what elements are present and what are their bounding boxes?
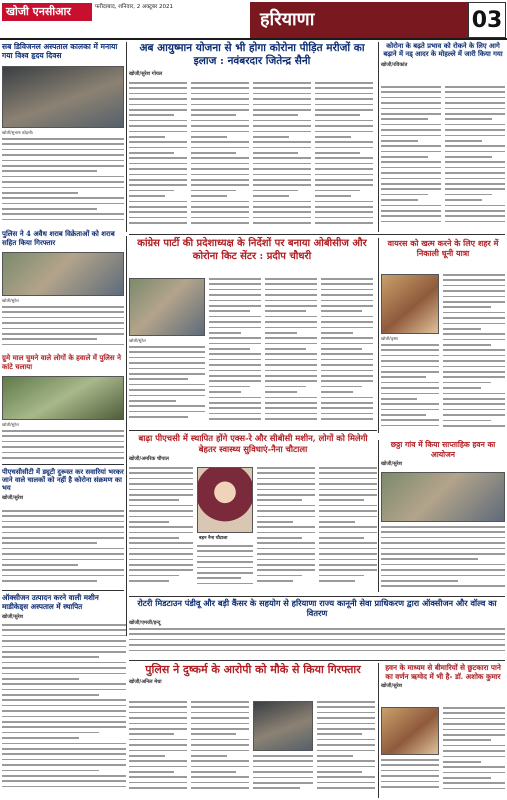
photo-caption: खोजी/सुरेश [129, 338, 146, 343]
story-photo [381, 472, 505, 522]
story-rotary [129, 598, 505, 658]
story-headline: कांग्रेस पार्टी की प्रदेशाध्यक्ष के निर्देशों पर बनाया ओबीसीज और कोरोना किट सेंटर : प्रदीप चौधरी [137, 238, 367, 262]
story-photo [129, 278, 205, 336]
story-havan-doctor [381, 663, 505, 798]
story-headline: सब डिविजनल अस्पताल कालका में मनाया गया विश्व हृदय दिवस [2, 42, 118, 60]
story-photo [253, 701, 313, 751]
story-byline: खोजी/अमरिक चौपाल [129, 456, 169, 462]
story-body-under-photo [253, 755, 313, 796]
story-body-col-1 [129, 82, 187, 230]
story-body-under-photo [381, 344, 439, 434]
story-congress [129, 238, 375, 428]
column-divider [378, 238, 379, 433]
story-body-col-1 [129, 467, 193, 591]
story-body-col-1 [381, 86, 441, 230]
story-body [2, 624, 126, 796]
story-body-col-1 [129, 701, 187, 796]
story-body-col-3 [253, 82, 311, 230]
story-body [2, 306, 124, 348]
story-body-under-photo [197, 545, 253, 591]
story-photo [2, 376, 124, 420]
story-byline: खोजी/सुरेश [381, 683, 403, 689]
story-body [2, 430, 124, 460]
story-headline: हवन के माध्यम से बीमारियों से छुटकारा पाने का वर्णन ऋग्वेद में भी है- डॉ. अशोक कुमार [385, 663, 501, 681]
portrait-photo [197, 467, 253, 533]
page-number: 03 [468, 2, 506, 38]
column-divider [126, 236, 127, 636]
story-corona-mohalla [381, 42, 505, 232]
story-body-under-photo [381, 759, 439, 796]
story-lost-mobiles [2, 354, 124, 462]
issue-date: फरीदाबाद, शनिवार, 2 अक्टूबर 2021 [95, 4, 174, 10]
column-divider [378, 663, 379, 798]
story-havan [381, 440, 505, 594]
story-body-col-3 [257, 467, 315, 591]
story-body-col-2 [443, 707, 505, 796]
story-body [2, 510, 124, 586]
story-headline: अब आयुष्मान योजना से भी होगा कोरोना पीड़ित मरीजों का इलाज : नवंबरदार जितेन्द्र सैनी [139, 42, 365, 67]
column-divider [378, 42, 379, 232]
story-byline: खोजी/अनिल मेधा [129, 678, 162, 685]
story-body-col-4 [319, 467, 377, 591]
story-byline: खोजी/एमजी/इन्दू [129, 620, 161, 627]
story-byline: खोजी/सुरेश [2, 613, 24, 620]
section-divider [2, 464, 124, 465]
story-body-col-2 [445, 86, 505, 230]
story-ayushman [129, 42, 375, 232]
column-divider [126, 42, 127, 232]
section-divider [129, 660, 505, 661]
section-title: हरियाणा [250, 2, 468, 38]
story-body-col-2 [191, 701, 249, 796]
section-divider [129, 596, 505, 597]
story-flood-centres [129, 433, 377, 593]
story-headline: बाढ़ा पीएचसी में स्थापित होंगे एक्स-रे और सीबीसी मशीन, लोगों को मिलेगी बेहतर स्वास्थ्य सुविधाएं-नैना चौटाला [138, 433, 368, 454]
story-rape-arrest [129, 663, 377, 798]
story-byline: खोजी/सुरेश [2, 494, 24, 501]
photo-caption: खोजी/सुभाष कोहली। [2, 130, 34, 135]
story-headline: पुलिस ने दुष्कर्म के आरोपी को मौके से किया गिरफ्तार [145, 663, 361, 676]
story-photo [2, 252, 124, 296]
story-body-col-1 [443, 274, 505, 434]
story-police-duty [2, 468, 124, 588]
story-photo [381, 707, 439, 755]
section-divider [129, 234, 505, 235]
story-body [129, 628, 505, 656]
portrait-caption: बहन नैना चौटाला [199, 536, 228, 541]
story-headline: पीएचसीसीटी में ड्यूटी दुरूस्त कर सवारियां भरकर जाने वाले चालकों को नहीं है कोरोना संक्रमण का भय [2, 468, 124, 493]
story-body [2, 138, 124, 226]
story-oxygen [2, 594, 126, 798]
column-divider [378, 440, 379, 592]
story-virus [381, 238, 505, 438]
story-body-col-1 [209, 278, 261, 426]
story-body-under-photo [129, 346, 205, 426]
section-divider [2, 590, 124, 591]
story-headline: पुलिस ने 4 अवैध शराब विक्रेताओं को शराब सहित किया गिरफ्तार [2, 229, 115, 247]
story-body-col-3 [321, 278, 373, 426]
story-body-col-4 [317, 701, 375, 796]
story-body-col-4 [315, 82, 373, 230]
story-headline: ऑक्सीजन उत्पादन करने वाली मशीन माडीकेड्स अस्पताल में स्थापित [2, 593, 99, 611]
story-byline: खोजी/सुरेश गोयल [129, 71, 163, 77]
story-photo [2, 66, 124, 128]
newspaper-name: खोजी एनसीआर [2, 3, 92, 21]
story-byline: खोजी/सुरेश [381, 461, 403, 467]
photo-caption: खोजी/सुरेश [2, 422, 19, 427]
story-drug-sellers [2, 230, 124, 350]
photo-caption: खोजी/कृष्ण [381, 336, 398, 341]
story-headline: रोटरी मिडटाउन पंडीवू और बड़ी कैंसर के सहयोग से हरियाणा राज्य कानूनी सेवा प्राधिकरण द्वारा ऑक्सीजन और वॉल्व का वितरण [137, 598, 497, 619]
story-byline: खोजी/रविकांत [381, 61, 408, 68]
story-body [381, 526, 505, 592]
story-headline: छठ्ठा गांव में किया साप्ताहिक हवन का आयोजन [390, 440, 496, 459]
photo-caption: खोजी/सुरेश [2, 298, 19, 303]
section-divider [129, 430, 377, 431]
story-photo [381, 274, 439, 334]
story-body-col-2 [191, 82, 249, 230]
masthead [0, 0, 507, 40]
story-body-col-2 [265, 278, 317, 426]
story-headline: ग्रुमे माल चुमने वाले लोगों के हवाले में पुलिस ने कांटे चलाया [2, 353, 121, 371]
story-headline: वायरस को खत्म करने के लिए शहर में निकाली धूनी यात्रा [387, 238, 499, 258]
story-headline: कोरोना के बढ़ते प्रभाव को रोकने के लिए आगे बढ़ाने में नड् आदर के मोहल्ले में जारी किया गया [383, 42, 503, 59]
story-hospital [2, 42, 124, 227]
